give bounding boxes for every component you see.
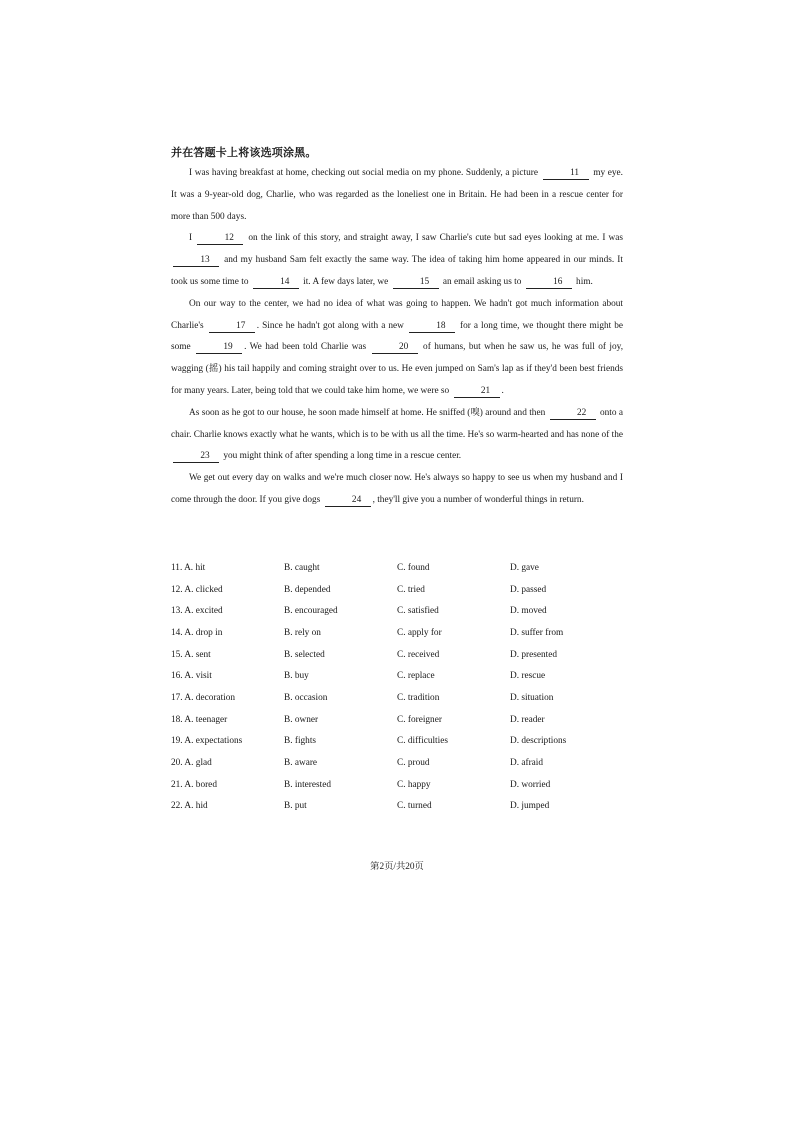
option-a: 15. A. sent	[171, 649, 211, 660]
blank-20: 20	[372, 342, 418, 354]
blank-24: 24	[325, 495, 371, 507]
answer-options	[171, 557, 631, 817]
page-number-footer: 第2页/共20页	[370, 862, 424, 872]
blank-19: 19	[196, 342, 242, 354]
option-b: B. occasion	[284, 692, 328, 703]
option-a: 19. A. expectations	[171, 736, 243, 747]
option-a: 18. A. teenager	[171, 714, 228, 725]
option-c: C. tradition	[397, 692, 440, 703]
question-options-row	[171, 600, 631, 622]
option-b: B. rely on	[284, 627, 321, 638]
passage-text: I	[189, 233, 193, 244]
option-c: C. apply for	[397, 627, 442, 638]
blank-21: 21	[454, 386, 500, 398]
option-d: D. situation	[510, 692, 554, 703]
option-a: 17. A. decoration	[171, 692, 236, 703]
passage-text: I was having breakfast at home, checking out social media on my phone. Suddenly, a picture	[189, 168, 538, 178]
option-a: 16. A. visit	[171, 671, 212, 682]
option-c: C. found	[397, 562, 430, 573]
passage-text: him.	[576, 276, 593, 287]
blank-13: 13	[173, 255, 219, 267]
option-d: D. suffer from	[510, 627, 564, 638]
passage-text: and my husband Sam felt exactly the same way. The idea of taking him home appeared in our minds. It took us some time to	[171, 255, 623, 287]
option-c: C. satisfied	[397, 606, 439, 617]
question-options-row	[171, 644, 631, 666]
blank-22: 22	[550, 408, 596, 420]
option-b: B. encouraged	[284, 606, 338, 617]
option-b: B. owner	[284, 714, 319, 725]
option-a: 12. A. clicked	[171, 584, 223, 595]
paragraph-1	[171, 163, 623, 228]
option-b: B. aware	[284, 758, 318, 769]
option-a: 20. A. glad	[171, 758, 212, 769]
option-d: D. gave	[510, 562, 539, 573]
cloze-passage	[171, 163, 623, 512]
option-d: D. afraid	[510, 758, 544, 769]
option-b: B. selected	[284, 649, 325, 660]
option-c: C. happy	[397, 779, 431, 790]
passage-text: on the link of this story, and straight away, I saw Charlie's cute but sad eyes looking at me. I was	[248, 233, 624, 244]
question-options-row	[171, 687, 631, 709]
passage-text: , they'll give you a number of wonderful things in return.	[372, 494, 584, 505]
paragraph-3	[171, 294, 623, 403]
blank-16: 16	[526, 277, 572, 289]
option-d: D. presented	[510, 649, 557, 660]
option-c: C. replace	[397, 671, 435, 682]
passage-text: . We had been told Charlie was	[244, 342, 367, 353]
option-b: B. depended	[284, 584, 331, 595]
paragraph-4	[171, 403, 623, 468]
passage-text: .	[501, 385, 504, 396]
option-d: D. moved	[510, 606, 547, 617]
passage-text: for a long time, we thought there might be some	[171, 320, 624, 353]
blank-17: 17	[209, 321, 255, 333]
passage-text: of humans, but when he saw us, he was full of joy, wagging (摇) his tail happily and coming straight over to us. He even jumped on Sam's lap as if they'd been best friends for many years. Later, being told that we could take him home, we were so	[171, 342, 624, 396]
option-a: 13. A. excited	[171, 606, 223, 617]
option-a: 21. A. bored	[171, 779, 217, 790]
option-a: 22. A. hid	[171, 801, 208, 812]
option-c: C. turned	[397, 801, 432, 812]
option-b: B. fights	[284, 736, 317, 747]
option-b: B. buy	[284, 671, 309, 682]
option-d: D. reader	[510, 714, 545, 725]
option-b: B. put	[284, 801, 307, 812]
question-options-row	[171, 752, 631, 774]
option-d: D. worried	[510, 779, 551, 790]
passage-text: We get out every day on walks and we're much closer now. He's always so happy to see us when my husband and I come through the door. If you give dogs	[171, 473, 623, 505]
question-options-row	[171, 579, 631, 601]
passage-text: onto a chair. Charlie knows exactly what he wants, which is to be with us all the time. He's so warm-hearted and has none of the	[171, 407, 624, 440]
question-options-row	[171, 774, 631, 796]
option-d: D. passed	[510, 584, 547, 595]
question-options-row	[171, 731, 631, 753]
instruction-heading: 并在答题卡上将该选项涂黑。	[171, 146, 317, 159]
option-b: B. interested	[284, 779, 331, 790]
blank-15: 15	[393, 277, 439, 289]
option-b: B. caught	[284, 562, 320, 573]
option-a: 14. A. drop in	[171, 627, 223, 638]
option-a: 11. A. hit	[171, 562, 206, 573]
option-c: C. proud	[397, 758, 430, 769]
blank-18: 18	[409, 321, 455, 333]
paragraph-5	[171, 468, 623, 512]
paragraph-2	[171, 228, 623, 293]
passage-text: . Since he hadn't got along with a new	[256, 320, 404, 331]
passage-text: my eye. It was a 9-year-old dog, Charlie, who was regarded as the loneliest one in Britain. He had been in a rescue center for more than 500 days.	[171, 168, 623, 222]
option-d: D. rescue	[510, 671, 546, 682]
question-options-row	[171, 622, 631, 644]
blank-12: 12	[197, 233, 243, 245]
passage-text: you might think of after spending a long time in a rescue center.	[223, 451, 462, 462]
passage-text: it. A few days later, we	[303, 276, 389, 287]
blank-11: 11	[543, 168, 589, 180]
passage-text: As soon as he got to our house, he soon made himself at home. He sniffed (嗅) around and then	[189, 407, 546, 418]
question-options-row	[171, 557, 631, 579]
option-c: C. received	[397, 649, 440, 660]
passage-text: an email asking us to	[442, 276, 522, 287]
option-c: C. difficulties	[397, 736, 448, 747]
blank-14: 14	[253, 277, 299, 289]
question-options-row	[171, 796, 631, 818]
blank-23: 23	[173, 451, 219, 463]
option-d: D. jumped	[510, 801, 550, 812]
question-options-row	[171, 709, 631, 731]
option-d: D. descriptions	[510, 736, 567, 747]
option-c: C. foreigner	[397, 714, 442, 725]
question-options-row	[171, 665, 631, 687]
option-c: C. tried	[397, 584, 425, 595]
passage-text: On our way to the center, we had no idea of what was going to happen. We hadn't got much information about Charlie's	[171, 298, 623, 331]
